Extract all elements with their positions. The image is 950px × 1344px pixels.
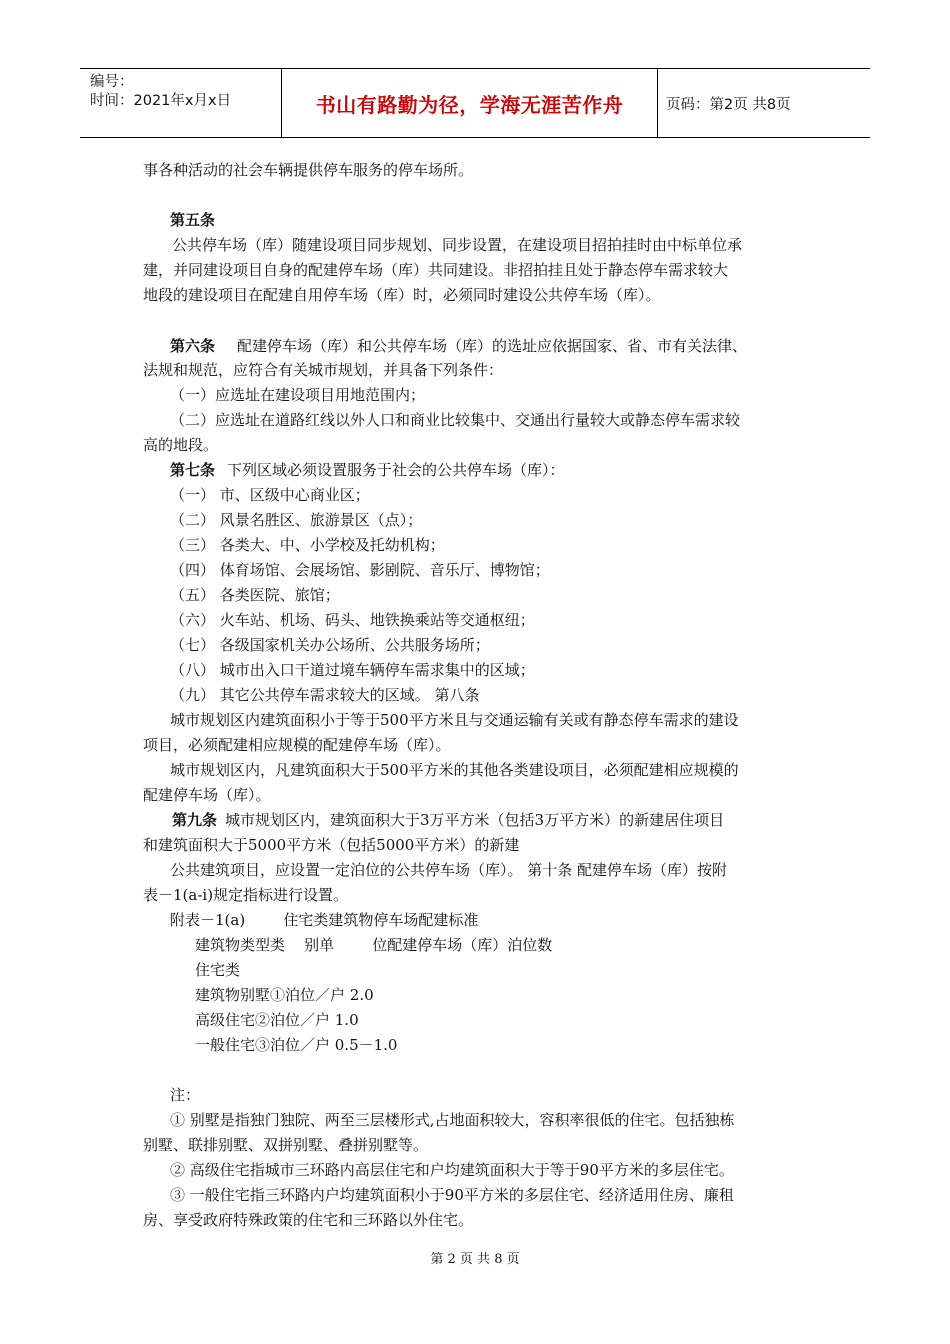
body-line: 公共建筑项目，应设置一定泊位的公共停车场（库）。 第十条 配建停车场（库）按附 [170,861,728,879]
article-9-paragraph [172,808,842,833]
header-page-label: 页码：第2页 共8页 [666,96,791,113]
note-item: 别墅、联排别墅、双拼别墅、叠拼别墅等。 [143,1136,429,1154]
body-line: （二）应选址在道路红线以外人口和商业比较集中、交通出行量较大或静态停车需求较 [170,411,741,429]
header-info-cell [80,69,282,137]
body-line: 配建停车场（库）。 [143,786,271,804]
list-item: （八） 城市出入口干道过境车辆停车需求集中的区域； [170,661,535,679]
body-line: 城市规划区内，建筑面积大于3万平方米（包括3万平方米）的新建居住项目 [225,811,725,829]
body-line: 配建停车场（库）和公共停车场（库）的选址应依据国家、省、市有关法律、 [237,337,748,355]
body-line: 城市规划区内建筑面积小于等于500平方米且与交通运输有关或有静态停车需求的建设 [170,711,739,729]
article-6-paragraph [170,334,840,359]
body-line: 高的地段。 [143,436,219,454]
body-line: 项目，必须配建相应规模的配建停车场（库）。 [143,736,451,754]
list-item: （四） 体育场馆、会展场馆、影剧院、音乐厅、博物馆； [170,561,550,579]
body-line: 和建筑面积大于5000平方米（包括5000平方米）的新建 [143,836,520,854]
body-line: 建，并同建设项目自身的配建停车场（库）共同建设。非招拍挂且处于静态停车需求较大 [143,261,729,279]
list-item: （九） 其它公共停车需求较大的区域。 第八条 [170,686,480,704]
note-item: 房、享受政府特殊政策的住宅和三环路以外住宅。 [143,1211,474,1229]
list-item: （五） 各类医院、旅馆； [170,586,340,604]
list-item: （六） 火车站、机场、码头、地铁换乘站等交通枢纽； [170,611,535,629]
article-6-title: 第六条 [170,337,216,355]
list-item: （三） 各类大、中、小学校及托幼机构； [170,536,445,554]
note-item: ② 高级住宅指城市三环路内高层住宅和户均建筑面积大于等于90平方米的多层住宅。 [170,1161,734,1179]
notes-label: 注： [170,1086,201,1104]
body-line: 事各种活动的社会车辆提供停车服务的停车场所。 [143,161,474,179]
article-7-title: 第七条 [170,461,216,479]
body-line: （一）应选址在建设项目用地范围内； [170,386,426,404]
page-footer: 第 2 页 共 8 页 [430,1252,520,1267]
article-9-title: 第九条 [172,811,218,829]
page-header [80,68,870,138]
table-row: 高级住宅②泊位／户 1.0 [195,1011,359,1029]
note-item: ③ 一般住宅指三环路内户均建筑面积小于90平方米的多层住宅、经济适用住房、廉租 [170,1186,734,1204]
doc-time-label: 时间：2021年x月x日 [90,93,232,109]
list-item: （七） 各级国家机关办公场所、公共服务场所； [170,636,490,654]
table-row: 住宅类 [195,961,241,979]
body-line: 公共停车场（库）随建设项目同步规划、同步设置，在建设项目招拍挂时由中标单位承 [172,236,743,254]
table-row: 建筑物别墅①泊位／户 2.0 [195,986,374,1004]
table-header-row: 建筑物类型类 别单 位配建停车场（库）泊位数 [195,936,553,954]
body-line: 城市规划区内，凡建筑面积大于500平方米的其他各类建设项目，必须配建相应规模的 [170,761,739,779]
body-line: 地段的建设项目在配建自用停车场（库）时，必须同时建设公共停车场（库）。 [143,286,661,304]
doc-number-label: 编号： [90,74,134,90]
body-line: 表－1(a-i)规定指标进行设置。 [143,886,349,904]
body-line: 下列区域必须设置服务于社会的公共停车场（库）： [227,461,565,479]
appendix-table-title: 附表－1(a) 住宅类建筑物停车场配建标准 [170,911,479,929]
article-5-title: 第五条 [170,211,216,229]
note-item: ① 别墅是指独门独院、两至三层楼形式,占地面积较大，容积率很低的住宅。包括独栋 [170,1111,735,1129]
body-line: 法规和规范，应符合有关城市规划，并具备下列条件： [143,361,504,379]
table-row: 一般住宅③泊位／户 0.5－1.0 [195,1036,398,1054]
list-item: （二） 风景名胜区、旅游景区（点）； [170,511,423,529]
article-7-paragraph [170,458,840,483]
list-item: （一） 市、区级中心商业区； [170,486,370,504]
header-motto: 书山有路勤为径，学海无涯苦作舟 [282,69,658,137]
